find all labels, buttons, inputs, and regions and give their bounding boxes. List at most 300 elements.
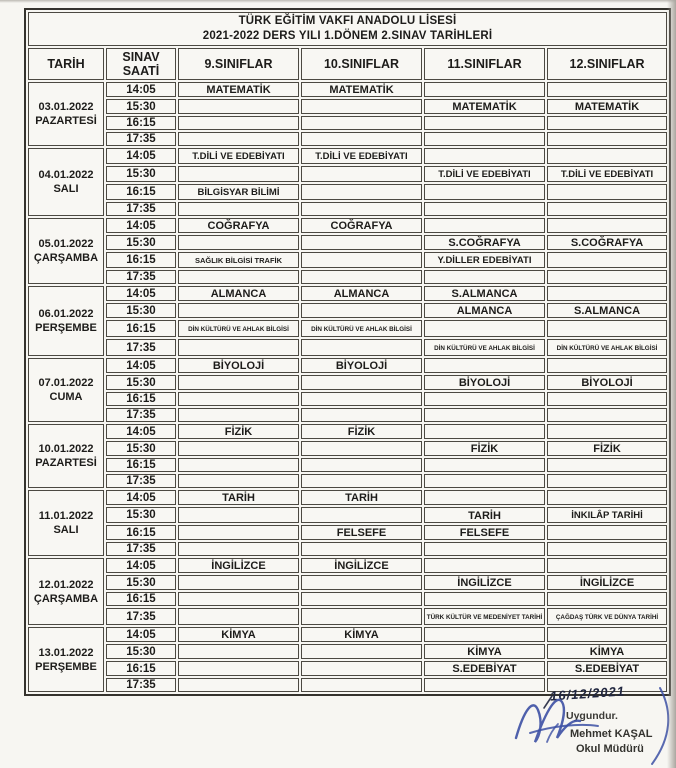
exam-subject-label: KİMYA bbox=[344, 629, 379, 641]
exam-subject-cell bbox=[547, 375, 667, 390]
exam-subject-cell bbox=[424, 458, 545, 472]
exam-subject-cell bbox=[547, 358, 667, 373]
exam-subject-cell bbox=[301, 202, 422, 216]
column-header-tarih: TARİH bbox=[28, 48, 104, 80]
exam-subject-cell bbox=[547, 542, 667, 556]
schedule-row bbox=[28, 558, 667, 573]
exam-subject-cell bbox=[424, 507, 545, 523]
schedule-row bbox=[28, 82, 667, 97]
schedule-row bbox=[28, 424, 667, 439]
exam-subject-cell bbox=[547, 490, 667, 505]
weekday-text: CUMA bbox=[49, 391, 83, 403]
schedule-row bbox=[28, 441, 667, 456]
exam-subject-cell bbox=[301, 608, 422, 625]
exam-subject-cell bbox=[301, 678, 422, 692]
exam-subject-label: COĞRAFYA bbox=[330, 220, 393, 232]
exam-subject-cell bbox=[547, 525, 667, 540]
date-text: 05.01.2022 bbox=[38, 238, 94, 250]
exam-subject-cell bbox=[424, 148, 545, 164]
exam-subject-cell bbox=[424, 661, 545, 676]
exam-subject-label: BİYOLOJİ bbox=[335, 360, 388, 372]
exam-subject-cell bbox=[547, 558, 667, 573]
exam-subject-cell bbox=[424, 441, 545, 456]
exam-subject-cell bbox=[178, 408, 299, 422]
exam-subject-cell bbox=[178, 392, 299, 406]
exam-subject-cell bbox=[547, 458, 667, 472]
exam-subject-cell bbox=[424, 424, 545, 439]
schedule-row bbox=[28, 375, 667, 390]
exam-subject-cell bbox=[301, 375, 422, 390]
column-header-12-siniflar: 12.SINIFLAR bbox=[547, 48, 667, 80]
date-cell bbox=[28, 148, 104, 216]
exam-subject-cell bbox=[178, 218, 299, 233]
exam-subject-cell bbox=[301, 132, 422, 146]
exam-subject-cell bbox=[178, 270, 299, 284]
exam-subject-cell bbox=[424, 252, 545, 268]
exam-subject-cell bbox=[424, 166, 545, 182]
exam-time-cell: 16:15 bbox=[106, 116, 176, 130]
exam-subject-label: FELSEFE bbox=[336, 527, 387, 539]
exam-subject-cell bbox=[178, 458, 299, 472]
exam-subject-label: DİN KÜLTÜRÜ VE AHLAK BİLGİSİ bbox=[311, 326, 412, 333]
exam-subject-cell bbox=[547, 474, 667, 488]
exam-subject-cell bbox=[301, 408, 422, 422]
exam-subject-cell bbox=[301, 303, 422, 318]
exam-subject-label: BİYOLOJİ bbox=[458, 377, 511, 389]
exam-subject-cell bbox=[301, 474, 422, 488]
exam-time-cell: 17:35 bbox=[106, 270, 176, 284]
schedule-row bbox=[28, 202, 667, 216]
exam-subject-cell bbox=[424, 99, 545, 114]
schedule-row bbox=[28, 474, 667, 488]
schedule-row bbox=[28, 320, 667, 337]
exam-subject-label: TÜRK KÜLTÜR VE MEDENİYET TARİHİ bbox=[426, 614, 543, 621]
exam-subject-cell bbox=[424, 575, 545, 590]
exam-subject-label: BİLGİSYAR BİLİMİ bbox=[197, 187, 280, 198]
schedule-row bbox=[28, 458, 667, 472]
exam-subject-cell bbox=[301, 525, 422, 540]
exam-subject-cell bbox=[301, 235, 422, 250]
exam-subject-label: S.COĞRAFYA bbox=[570, 237, 644, 249]
exam-time-cell: 14:05 bbox=[106, 82, 176, 97]
exam-subject-cell bbox=[424, 627, 545, 642]
exam-subject-cell bbox=[178, 661, 299, 676]
approval-signature-block bbox=[500, 683, 676, 766]
date-text: 03.01.2022 bbox=[38, 101, 94, 113]
document-title bbox=[28, 12, 667, 46]
exam-subject-cell bbox=[547, 661, 667, 676]
date-cell bbox=[28, 424, 104, 488]
schedule-row bbox=[28, 270, 667, 284]
schedule-row bbox=[28, 166, 667, 182]
schedule-row bbox=[28, 116, 667, 130]
exam-subject-cell bbox=[178, 339, 299, 356]
exam-subject-cell bbox=[424, 525, 545, 540]
exam-subject-cell bbox=[178, 99, 299, 114]
exam-subject-cell bbox=[424, 270, 545, 284]
exam-subject-label: T.DİLİ VE EDEBİYATI bbox=[560, 169, 654, 180]
exam-subject-label: DİN KÜLTÜRÜ VE AHLAK BİLGİSİ bbox=[556, 345, 658, 352]
exam-subject-cell bbox=[178, 375, 299, 390]
exam-subject-cell bbox=[301, 82, 422, 97]
exam-subject-label: T.DİLİ VE EDEBİYATI bbox=[438, 169, 531, 180]
exam-time-cell: 14:05 bbox=[106, 627, 176, 642]
exam-subject-cell bbox=[424, 474, 545, 488]
exam-time-cell: 14:05 bbox=[106, 218, 176, 233]
exam-subject-cell bbox=[301, 286, 422, 301]
date-cell bbox=[28, 82, 104, 146]
exam-subject-cell bbox=[178, 507, 299, 523]
exam-subject-cell bbox=[547, 392, 667, 406]
exam-subject-label: BİYOLOJİ bbox=[581, 377, 633, 389]
principal-name: Mehmet KAŞAL bbox=[570, 728, 653, 740]
schedule-row bbox=[28, 148, 667, 164]
exam-subject-cell bbox=[301, 99, 422, 114]
schedule-row bbox=[28, 661, 667, 676]
exam-subject-cell bbox=[178, 132, 299, 146]
exam-subject-cell bbox=[547, 644, 667, 659]
exam-subject-cell bbox=[178, 678, 299, 692]
exam-subject-cell bbox=[178, 644, 299, 659]
exam-subject-label: İNGİLİZCE bbox=[579, 577, 635, 589]
schedule-row bbox=[28, 99, 667, 114]
date-cell bbox=[28, 358, 104, 422]
exam-time-cell: 17:35 bbox=[106, 474, 176, 488]
exam-time-cell: 15:30 bbox=[106, 303, 176, 318]
exam-subject-cell bbox=[424, 303, 545, 318]
exam-subject-cell bbox=[547, 303, 667, 318]
schedule-row bbox=[28, 132, 667, 146]
exam-time-cell: 14:05 bbox=[106, 558, 176, 573]
exam-time-cell: 17:35 bbox=[106, 608, 176, 625]
exam-subject-cell bbox=[424, 558, 545, 573]
schedule-row bbox=[28, 408, 667, 422]
exam-subject-cell bbox=[547, 132, 667, 146]
date-text: 11.01.2022 bbox=[38, 510, 94, 522]
exam-subject-label: S.ALMANCA bbox=[574, 305, 641, 317]
title-row bbox=[28, 12, 667, 46]
date-cell bbox=[28, 558, 104, 625]
exam-time-cell: 17:35 bbox=[106, 339, 176, 356]
date-text: 10.01.2022 bbox=[38, 443, 94, 455]
exam-subject-cell bbox=[178, 627, 299, 642]
exam-subject-cell bbox=[178, 235, 299, 250]
exam-subject-cell bbox=[547, 184, 667, 200]
exam-subject-cell bbox=[301, 320, 422, 337]
exam-subject-label: İNGİLİZCE bbox=[211, 560, 266, 572]
date-text: 04.01.2022 bbox=[38, 169, 94, 181]
exam-subject-cell bbox=[301, 392, 422, 406]
exam-time-cell: 16:15 bbox=[106, 320, 176, 337]
exam-subject-cell bbox=[301, 148, 422, 164]
exam-subject-label: İNGİLİZCE bbox=[334, 560, 389, 572]
schedule-row bbox=[28, 542, 667, 556]
date-cell bbox=[28, 627, 104, 692]
exam-subject-cell bbox=[424, 392, 545, 406]
date-cell bbox=[28, 490, 104, 556]
weekday-text: ÇARŞAMBA bbox=[33, 592, 99, 605]
exam-subject-cell bbox=[547, 270, 667, 284]
exam-subject-cell bbox=[424, 608, 545, 625]
schedule-row bbox=[28, 303, 667, 318]
exam-subject-cell bbox=[547, 320, 667, 337]
exam-subject-label: S.ALMANCA bbox=[451, 288, 518, 300]
exam-time-cell: 15:30 bbox=[106, 235, 176, 250]
exam-subject-cell bbox=[301, 424, 422, 439]
exam-subject-label: T.DİLİ VE EDEBİYATI bbox=[192, 151, 285, 162]
exam-subject-label: COĞRAFYA bbox=[207, 220, 270, 232]
exam-subject-cell bbox=[301, 166, 422, 182]
date-cell bbox=[28, 218, 104, 284]
scan-edge-right bbox=[667, 0, 676, 768]
exam-subject-label: FİZİK bbox=[347, 426, 376, 438]
schedule-row bbox=[28, 252, 667, 268]
exam-subject-cell bbox=[424, 235, 545, 250]
exam-time-cell: 17:35 bbox=[106, 542, 176, 556]
exam-subject-cell bbox=[547, 252, 667, 268]
exam-subject-cell bbox=[178, 286, 299, 301]
exam-subject-cell bbox=[178, 474, 299, 488]
column-header-11-siniflar: 11.SINIFLAR bbox=[424, 48, 545, 80]
exam-subject-cell bbox=[178, 148, 299, 164]
exam-subject-label: FİZİK bbox=[593, 443, 621, 455]
schedule-row bbox=[28, 608, 667, 625]
weekday-text: PAZARTESİ bbox=[35, 115, 97, 127]
exam-subject-cell bbox=[547, 116, 667, 130]
exam-subject-label: ALMANCA bbox=[210, 288, 267, 300]
exam-subject-label: MATEMATİK bbox=[452, 101, 517, 113]
exam-subject-cell bbox=[424, 339, 545, 356]
exam-subject-cell bbox=[178, 575, 299, 590]
column-header-9-siniflar: 9.SINIFLAR bbox=[178, 48, 299, 80]
weekday-text: ÇARŞAMBA bbox=[33, 252, 99, 264]
exam-time-cell: 15:30 bbox=[106, 99, 176, 114]
exam-subject-cell bbox=[547, 575, 667, 590]
exam-subject-label: ÇAĞDAŞ TÜRK VE DÜNYA TARİHİ bbox=[555, 614, 659, 621]
exam-subject-label: DİN KÜLTÜRÜ VE AHLAK BİLGİSİ bbox=[188, 326, 289, 333]
exam-subject-label: S.EDEBİYAT bbox=[452, 663, 517, 675]
exam-subject-cell bbox=[547, 82, 667, 97]
exam-schedule-table bbox=[24, 8, 671, 696]
exam-time-cell: 16:15 bbox=[106, 592, 176, 606]
exam-subject-label: İNKILÂP TARİHİ bbox=[571, 510, 643, 521]
title-line-2: 2021-2022 DERS YILI 1.DÖNEM 2.SINAV TARİHLERİ bbox=[202, 30, 493, 42]
exam-subject-cell bbox=[547, 202, 667, 216]
exam-subject-cell bbox=[424, 82, 545, 97]
exam-subject-cell bbox=[424, 218, 545, 233]
exam-subject-label: MATEMATİK bbox=[329, 84, 394, 96]
exam-time-cell: 14:05 bbox=[106, 490, 176, 505]
exam-subject-cell bbox=[301, 661, 422, 676]
exam-time-cell: 16:15 bbox=[106, 392, 176, 406]
exam-time-cell: 17:35 bbox=[106, 408, 176, 422]
exam-subject-cell bbox=[424, 592, 545, 606]
exam-subject-cell bbox=[547, 608, 667, 625]
exam-subject-cell bbox=[301, 218, 422, 233]
schedule-row bbox=[28, 218, 667, 233]
exam-subject-cell bbox=[178, 82, 299, 97]
exam-subject-cell bbox=[547, 148, 667, 164]
exam-subject-cell bbox=[547, 441, 667, 456]
exam-subject-cell bbox=[178, 608, 299, 625]
exam-time-cell: 15:30 bbox=[106, 507, 176, 523]
date-text: 07.01.2022 bbox=[38, 377, 94, 389]
exam-subject-cell bbox=[301, 507, 422, 523]
column-header-10-siniflar: 10.SINIFLAR bbox=[301, 48, 422, 80]
exam-subject-cell bbox=[301, 627, 422, 642]
exam-time-cell: 15:30 bbox=[106, 375, 176, 390]
exam-time-cell: 16:15 bbox=[106, 661, 176, 676]
exam-time-cell: 16:15 bbox=[106, 525, 176, 540]
exam-subject-cell bbox=[424, 116, 545, 130]
exam-subject-cell bbox=[301, 490, 422, 505]
exam-time-cell: 15:30 bbox=[106, 166, 176, 182]
exam-subject-cell bbox=[301, 252, 422, 268]
exam-subject-cell bbox=[178, 116, 299, 130]
handwritten-signature-icon bbox=[500, 686, 676, 766]
exam-subject-label: TARİH bbox=[468, 509, 501, 522]
scan-edge-top bbox=[0, 0, 676, 3]
exam-subject-label: İNGİLİZCE bbox=[457, 577, 512, 589]
exam-subject-label: FİZİK bbox=[470, 443, 499, 455]
exam-subject-cell bbox=[424, 490, 545, 505]
exam-time-cell: 17:35 bbox=[106, 678, 176, 692]
weekday-text: SALI bbox=[53, 524, 79, 536]
exam-subject-cell bbox=[178, 358, 299, 373]
principal-title: Okul Müdürü bbox=[576, 743, 644, 755]
exam-subject-cell bbox=[178, 202, 299, 216]
exam-subject-cell bbox=[301, 339, 422, 356]
exam-subject-cell bbox=[547, 286, 667, 301]
exam-subject-label: FİZİK bbox=[224, 426, 253, 438]
exam-subject-cell bbox=[547, 627, 667, 642]
date-text: 06.01.2022 bbox=[38, 308, 94, 320]
exam-time-cell: 16:15 bbox=[106, 184, 176, 200]
schedule-row bbox=[28, 339, 667, 356]
exam-subject-cell bbox=[301, 270, 422, 284]
exam-time-cell: 15:30 bbox=[106, 644, 176, 659]
exam-subject-cell bbox=[178, 303, 299, 318]
weekday-text: SALI bbox=[53, 183, 79, 195]
schedule-row bbox=[28, 184, 667, 200]
approval-date: 16/12/2021 bbox=[549, 683, 626, 704]
exam-subject-cell bbox=[301, 542, 422, 556]
exam-subject-label: BİYOLOJİ bbox=[212, 360, 265, 372]
exam-subject-cell bbox=[301, 458, 422, 472]
exam-subject-cell bbox=[424, 202, 545, 216]
date-text: 13.01.2022 bbox=[38, 646, 94, 659]
schedule-body bbox=[28, 82, 667, 692]
exam-subject-label: S.COĞRAFYA bbox=[448, 237, 521, 249]
exam-subject-label: ALMANCA bbox=[333, 288, 390, 300]
exam-subject-label: TARİH bbox=[345, 492, 378, 504]
exam-subject-cell bbox=[301, 184, 422, 200]
exam-time-cell: 15:30 bbox=[106, 441, 176, 456]
schedule-row bbox=[28, 490, 667, 505]
exam-subject-cell bbox=[178, 490, 299, 505]
date-cell bbox=[28, 286, 104, 356]
weekday-text: PERŞEMBE bbox=[35, 660, 97, 673]
exam-subject-cell bbox=[178, 441, 299, 456]
exam-subject-label: Y.DİLLER EDEBİYATI bbox=[437, 255, 532, 266]
exam-subject-cell bbox=[178, 184, 299, 200]
exam-subject-label: FELSEFE bbox=[459, 527, 510, 539]
exam-time-cell: 14:05 bbox=[106, 358, 176, 373]
exam-subject-cell bbox=[178, 424, 299, 439]
exam-subject-cell bbox=[547, 218, 667, 233]
exam-subject-cell bbox=[424, 408, 545, 422]
exam-subject-cell bbox=[178, 166, 299, 182]
exam-subject-cell bbox=[547, 408, 667, 422]
exam-time-cell: 14:05 bbox=[106, 286, 176, 301]
exam-subject-label: T.DİLİ VE EDEBİYATI bbox=[315, 151, 408, 162]
exam-time-cell: 14:05 bbox=[106, 424, 176, 439]
exam-subject-cell bbox=[547, 235, 667, 250]
exam-subject-cell bbox=[547, 507, 667, 523]
exam-subject-cell bbox=[178, 320, 299, 337]
exam-subject-cell bbox=[301, 644, 422, 659]
exam-subject-label: KİMYA bbox=[467, 646, 502, 658]
exam-subject-label: TARİH bbox=[222, 492, 255, 504]
exam-subject-label: ALMANCA bbox=[456, 305, 513, 317]
schedule-row bbox=[28, 525, 667, 540]
exam-time-cell: 16:15 bbox=[106, 458, 176, 472]
exam-time-cell: 17:35 bbox=[106, 132, 176, 146]
schedule-row bbox=[28, 286, 667, 301]
exam-subject-cell bbox=[424, 286, 545, 301]
schedule-row bbox=[28, 358, 667, 373]
schedule-row bbox=[28, 392, 667, 406]
schedule-row bbox=[28, 627, 667, 642]
exam-subject-cell bbox=[424, 644, 545, 659]
exam-subject-label: S.EDEBİYAT bbox=[574, 663, 640, 675]
schedule-row bbox=[28, 644, 667, 659]
exam-subject-cell bbox=[178, 252, 299, 268]
exam-subject-label: MATEMATİK bbox=[206, 84, 271, 96]
exam-subject-cell bbox=[424, 184, 545, 200]
weekday-text: PERŞEMBE bbox=[35, 322, 97, 334]
exam-subject-cell bbox=[424, 132, 545, 146]
exam-subject-cell bbox=[547, 424, 667, 439]
exam-subject-label: KİMYA bbox=[221, 629, 256, 641]
exam-subject-label: DİN KÜLTÜRÜ VE AHLAK BİLGİSİ bbox=[434, 345, 535, 352]
exam-subject-cell bbox=[424, 542, 545, 556]
exam-subject-label: KİMYA bbox=[589, 646, 625, 658]
exam-subject-cell bbox=[547, 166, 667, 182]
column-header-row bbox=[28, 48, 667, 80]
exam-subject-cell bbox=[301, 358, 422, 373]
exam-time-cell: 16:15 bbox=[106, 252, 176, 268]
exam-subject-cell bbox=[301, 575, 422, 590]
exam-subject-cell bbox=[547, 592, 667, 606]
title-line-1: TÜRK EĞİTİM VAKFI ANADOLU LİSESİ bbox=[238, 15, 457, 27]
exam-subject-cell bbox=[178, 542, 299, 556]
date-text: 12.01.2022 bbox=[38, 578, 94, 591]
exam-subject-cell bbox=[424, 320, 545, 337]
schedule-row bbox=[28, 507, 667, 523]
exam-time-cell: 15:30 bbox=[106, 575, 176, 590]
exam-subject-label: SAĞLIK BİLGİSİ TRAFİK bbox=[194, 256, 283, 265]
exam-subject-cell bbox=[178, 592, 299, 606]
exam-subject-cell bbox=[301, 592, 422, 606]
exam-subject-cell bbox=[301, 558, 422, 573]
exam-subject-cell bbox=[547, 99, 667, 114]
exam-subject-cell bbox=[424, 358, 545, 373]
schedule-row bbox=[28, 575, 667, 590]
weekday-text: PAZARTESİ bbox=[35, 457, 97, 469]
exam-subject-label: MATEMATİK bbox=[574, 101, 640, 113]
exam-time-cell: 14:05 bbox=[106, 148, 176, 164]
